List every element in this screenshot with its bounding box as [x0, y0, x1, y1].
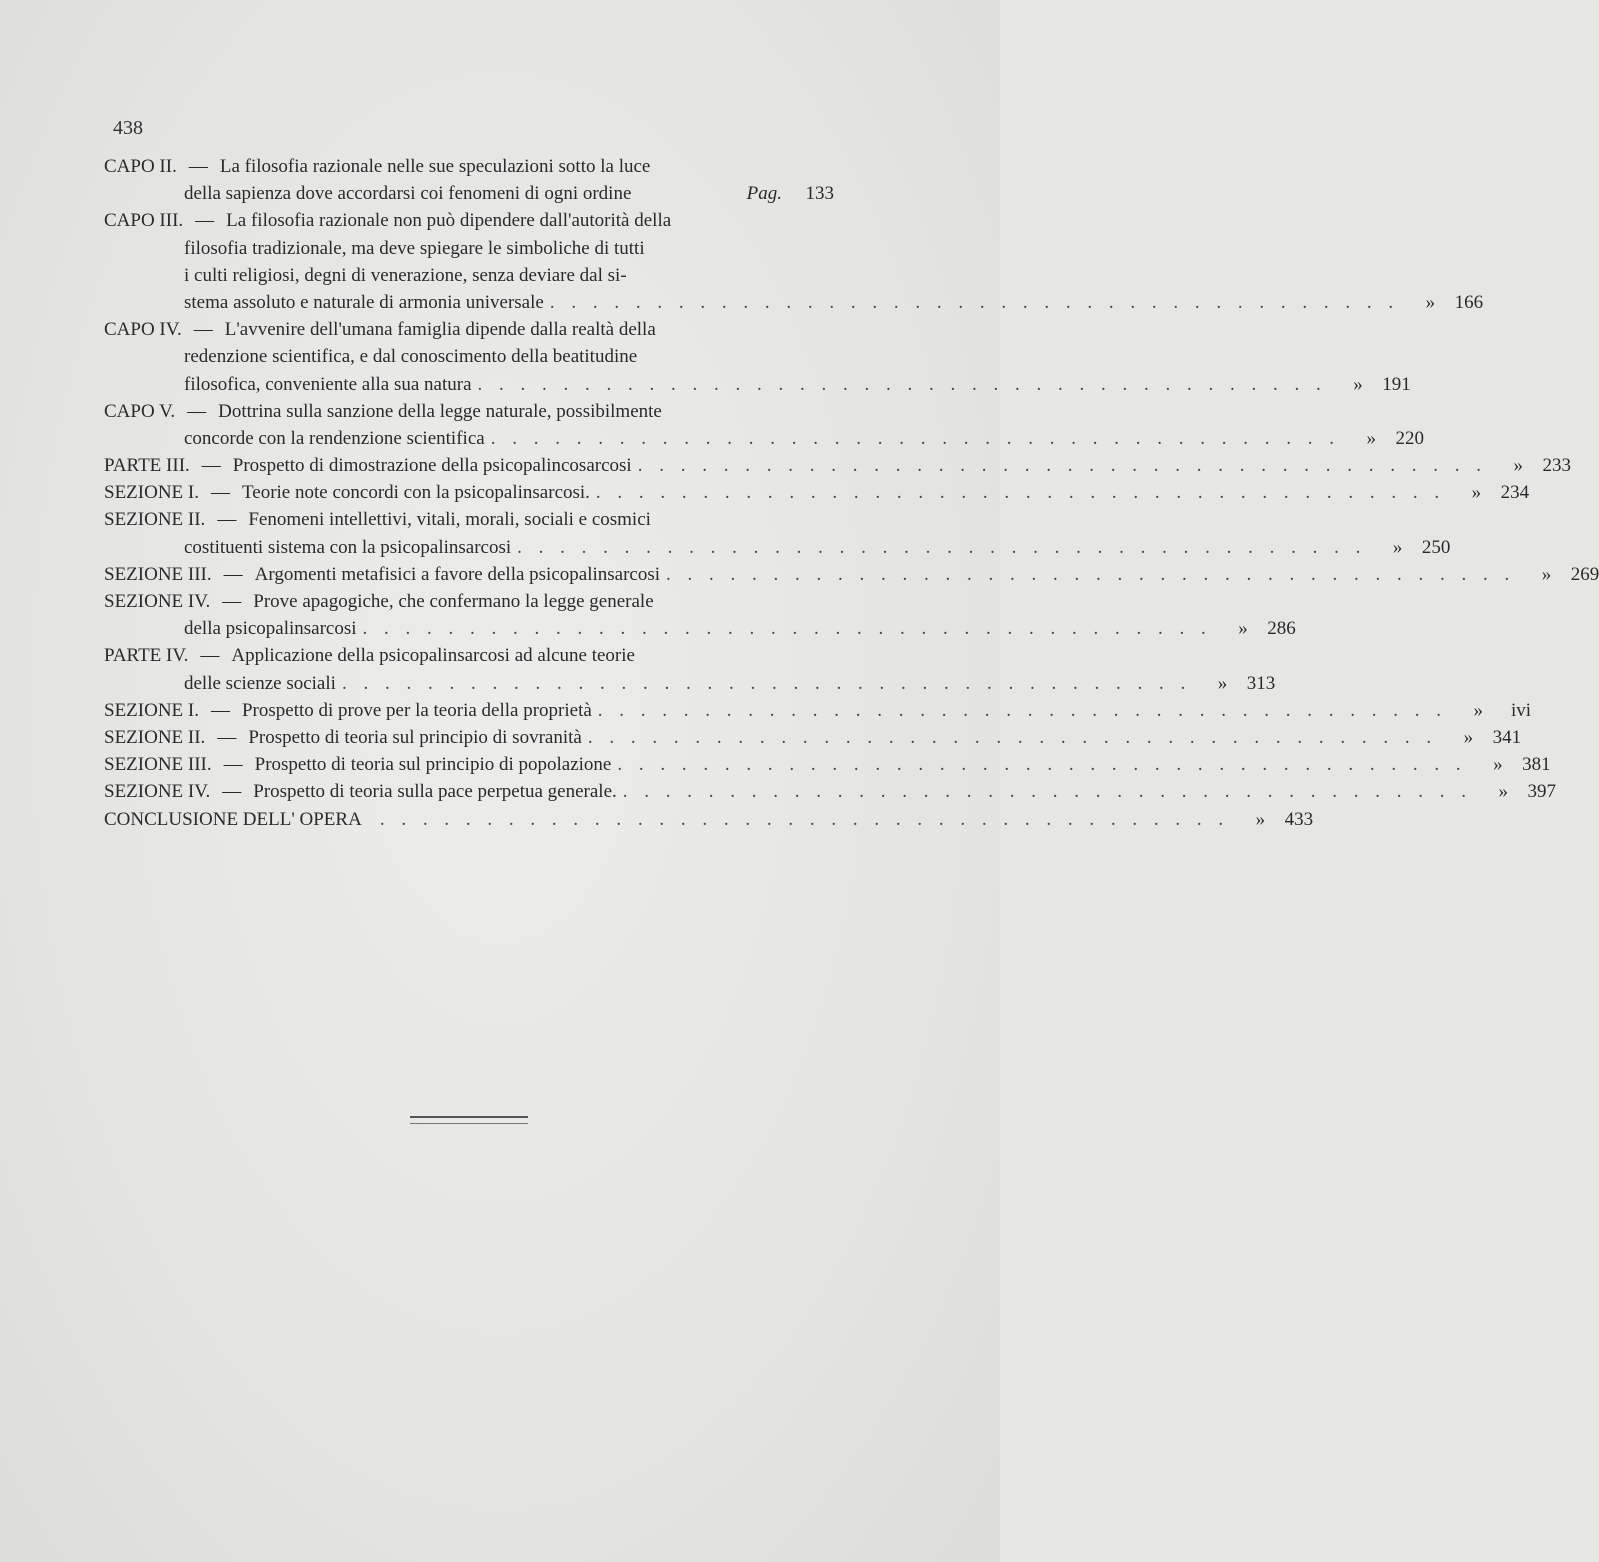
- toc-entry: [104, 561, 1599, 588]
- dot-leader: . . . . . . . . . . . . . . . . . . . . . . . . . . . . . . . . . . . . . . . .: [379, 808, 1230, 830]
- toc-entry-text: Prospetto di dimostrazione della psicopalincosarcosi: [232, 455, 632, 477]
- toc-entry-line: [104, 588, 834, 615]
- toc-entry-text: La filosofia razionale nelle sue speculazioni sotto la luce: [219, 156, 651, 177]
- toc-entry-line: [104, 751, 1551, 778]
- toc-entry-text: della sapienza dove accordarsi coi fenomeni di ogni ordine: [184, 183, 632, 205]
- toc-entry-line: [104, 371, 1411, 398]
- page-ref-mark: »: [1217, 672, 1228, 694]
- toc-entry-line: [104, 262, 834, 289]
- toc-entry-label: SEZIONE II.: [104, 726, 206, 748]
- toc-entry-line: [104, 289, 1484, 316]
- dot-leader: . . . . . . . . . . . . . . . . . . . . . . . . . . . . . . . . . . . . . . . .: [597, 699, 1448, 721]
- page-ref-mark: »: [1498, 781, 1509, 803]
- toc-entry-dash: —: [210, 699, 230, 721]
- toc-entry-dash: —: [210, 482, 230, 504]
- page-ref-mark: »: [1473, 699, 1484, 721]
- toc-entry-label: SEZIONE IV.: [104, 781, 211, 803]
- toc-entry: [104, 642, 1276, 696]
- toc-entry-text: della psicopalinsarcosi: [184, 618, 357, 640]
- toc-entry-line: [104, 398, 834, 425]
- page-ref-mark: »: [1541, 563, 1552, 585]
- toc-entry-label: PARTE IV.: [104, 645, 189, 667]
- toc-entry-line: [104, 670, 1276, 697]
- toc-entry-page: 250: [1421, 536, 1451, 558]
- toc-entry-line: [104, 724, 1522, 751]
- toc-entry-dash: —: [222, 781, 242, 803]
- toc-entry-label: CONCLUSIONE DELL' OPERA: [104, 808, 362, 830]
- toc-entry-page: 233: [1542, 455, 1571, 477]
- toc-entry-line: [104, 479, 1530, 506]
- dot-leader: . . . . . . . . . . . . . . . . . . . . . . . . . . . . . . . . . . . . . . . .: [549, 291, 1400, 313]
- toc-entry-text: Prospetto di teoria sul principio di popolazione: [254, 754, 612, 776]
- toc-entry: [104, 207, 1484, 316]
- toc-entry-line: [104, 153, 834, 180]
- toc-entry: [104, 506, 1451, 560]
- toc-entry-page: 133: [805, 183, 834, 205]
- toc-entry-text: filosofia tradizionale, ma deve spiegare le simboliche di tutti: [184, 237, 645, 259]
- toc-entry-label: CAPO V.: [104, 400, 176, 422]
- dot-leader: . . . . . . . . . . . . . . . . . . . . . . . . . . . . . . . . . . . . . . . .: [477, 373, 1327, 395]
- toc-entry: [104, 778, 1557, 805]
- toc-entry-text: Prove apagogiche, che confermano la legge generale: [253, 591, 654, 612]
- toc-entry-text: Argomenti metafisici a favore della psicopalinsarcosi: [254, 563, 661, 585]
- page-ref-mark: »: [1353, 373, 1363, 395]
- toc-entry-dash: —: [223, 563, 243, 585]
- toc-entry-page: 269: [1570, 563, 1599, 585]
- toc-entry-line: [104, 561, 1599, 588]
- toc-entry-line: [104, 343, 834, 370]
- toc-entry-text: redenzione scientifica, e dal conoscimento della beatitudine: [184, 346, 638, 368]
- toc-entry-page: 313: [1246, 672, 1276, 694]
- toc-entry-text: Prospetto di teoria sulla pace perpetua generale.: [253, 781, 617, 803]
- toc-entry: [104, 806, 1314, 833]
- toc-entry-text: i culti religiosi, degni di venerazione, senza deviare dal si-: [184, 264, 627, 286]
- toc-entry: [104, 697, 1532, 724]
- toc-entry-dash: —: [222, 591, 242, 612]
- toc-entry-page: 234: [1500, 482, 1530, 504]
- dot-leader: . . . . . . . . . . . . . . . . . . . . . . . . . . . . . . . . . . . . . . . .: [595, 482, 1446, 504]
- toc-entry-label: SEZIONE I.: [104, 482, 199, 504]
- toc-entry-line: [104, 615, 1296, 642]
- toc-entry: [104, 316, 1411, 398]
- toc-entry-dash: —: [217, 509, 237, 531]
- toc-entry-line: [104, 207, 834, 234]
- page-ref-mark: »: [1493, 754, 1503, 776]
- toc-entry-dash: —: [217, 726, 237, 748]
- toc-entry-text: Prospetto di prove per la teoria della proprietà: [241, 699, 592, 721]
- toc-entry-line: [104, 316, 834, 343]
- page-ref-mark: »: [1392, 536, 1403, 558]
- toc-entry: [104, 724, 1522, 751]
- page-ref-mark: »: [1425, 291, 1436, 313]
- toc-entry-dash: —: [201, 455, 221, 477]
- toc-entry-dash: —: [188, 156, 208, 177]
- page-ref-mark: »: [1255, 808, 1266, 830]
- dot-leader: . . . . . . . . . . . . . . . . . . . . . . . . . . . . . . . . . . . . . . . .: [341, 672, 1192, 694]
- page-ref-mark: »: [1463, 726, 1474, 748]
- toc-entry-dash: —: [223, 754, 243, 776]
- toc-entry-page: 166: [1454, 291, 1484, 313]
- page-label: Pag.: [746, 183, 782, 205]
- toc-entry-line: [104, 778, 1557, 805]
- toc-entry-line: [104, 506, 834, 533]
- page-ref-mark: »: [1471, 482, 1482, 504]
- toc-entry-page: ivi: [1510, 699, 1532, 721]
- toc-entry-text: L'avvenire dell'umana famiglia dipende dalla realtà della: [224, 319, 656, 341]
- toc-entry-page: 433: [1284, 808, 1314, 830]
- toc-entry-page: 397: [1527, 781, 1557, 803]
- toc-entry-text: stema assoluto e naturale di armonia universale: [184, 291, 544, 313]
- toc-entry-line: [104, 697, 1532, 724]
- toc-entry: [104, 751, 1551, 778]
- toc-entry-text: concorde con la rendenzione scientifica: [184, 427, 485, 449]
- toc-entry: [104, 153, 834, 207]
- toc-entry-dash: —: [187, 400, 207, 422]
- toc-entry-page: 341: [1492, 726, 1522, 748]
- toc-entry-label: SEZIONE IV.: [104, 591, 211, 612]
- toc-entry-line: [104, 452, 1571, 479]
- dot-leader: . . . . . . . . . . . . . . . . . . . . . . . . . . . . . . . . . . . . . . . .: [362, 618, 1212, 640]
- toc-entry-line: [104, 806, 1314, 833]
- toc-entry-line: [104, 235, 834, 262]
- toc-entry-text: delle scienze sociali: [184, 672, 336, 694]
- toc-entry-text: filosofica, conveniente alla sua natura: [184, 373, 472, 395]
- toc-entry-label: CAPO III.: [104, 210, 184, 232]
- toc-entry-label: SEZIONE III.: [104, 563, 212, 585]
- toc-entry-page: 381: [1522, 754, 1551, 776]
- page-number: 438: [113, 117, 143, 139]
- toc-entry-line: [104, 534, 1451, 561]
- toc-entry: [104, 452, 1571, 479]
- dot-leader: . . . . . . . . . . . . . . . . . . . . . . . . . . . . . . . . . . . . . . . .: [490, 427, 1340, 449]
- dot-leader: . . . . . . . . . . . . . . . . . . . . . . . . . . . . . . . . . . . . . . . .: [517, 536, 1367, 558]
- ornamental-rule: [410, 1116, 528, 1124]
- dot-leader: . . . . . . . . . . . . . . . . . . . . . . . . . . . . . . . . . . . . . . . .: [666, 563, 1516, 585]
- dot-leader: . . . . . . . . . . . . . . . . . . . . . . . . . . . . . . . . . . . . . . . .: [587, 726, 1438, 748]
- toc-entry-text: Teorie note concordi con la psicopalinsarcosi.: [241, 482, 590, 504]
- toc-entry-label: PARTE III.: [104, 455, 190, 477]
- toc-entry-text: Applicazione della psicopalinsarcosi ad alcune teorie: [231, 645, 635, 667]
- toc-entry-page: 191: [1382, 373, 1411, 395]
- toc-entry-page: 286: [1267, 618, 1296, 640]
- table-of-contents: [104, 153, 1599, 833]
- toc-entry: [104, 479, 1530, 506]
- toc-entry-dash: —: [200, 645, 220, 667]
- toc-entry-dash: —: [195, 210, 215, 232]
- toc-entry-line: [104, 180, 834, 207]
- toc-entry: [104, 398, 1424, 452]
- toc-entry-text: Fenomeni intellettivi, vitali, morali, sociali e cosmici: [248, 509, 651, 531]
- toc-entry-label: SEZIONE III.: [104, 754, 212, 776]
- dot-leader: . . . . . . . . . . . . . . . . . . . . . . . . . . . . . . . . . . . . . . . .: [617, 754, 1467, 776]
- dot-leader: . . . . . . . . . . . . . . . . . . . . . . . . . . . . . . . . . . . . . . . .: [637, 455, 1487, 477]
- toc-entry-line: [104, 642, 834, 669]
- toc-entry-dash: —: [193, 319, 213, 341]
- toc-entry-page: 220: [1395, 427, 1424, 449]
- dot-leader: . . . . . . . . . . . . . . . . . . . . . . . . . . . . . . . . . . . . . . . .: [622, 781, 1473, 803]
- toc-entry-text: Prospetto di teoria sul principio di sovranità: [248, 726, 582, 748]
- page-ref-mark: »: [1366, 427, 1376, 449]
- toc-entry-text: Dottrina sulla sanzione della legge naturale, possibilmente: [218, 400, 662, 422]
- page-ref-mark: »: [1238, 618, 1248, 640]
- page-ref-mark: »: [1513, 455, 1523, 477]
- toc-entry-line: [104, 425, 1424, 452]
- toc-entry-label: CAPO II.: [104, 156, 177, 177]
- toc-entry-text: La filosofia razionale non può dipendere dall'autorità della: [226, 210, 672, 232]
- toc-entry-label: SEZIONE II.: [104, 509, 206, 531]
- toc-entry: [104, 588, 1296, 642]
- toc-entry-text: costituenti sistema con la psicopalinsarcosi: [184, 536, 512, 558]
- toc-entry-label: CAPO IV.: [104, 319, 182, 341]
- toc-entry-label: SEZIONE I.: [104, 699, 199, 721]
